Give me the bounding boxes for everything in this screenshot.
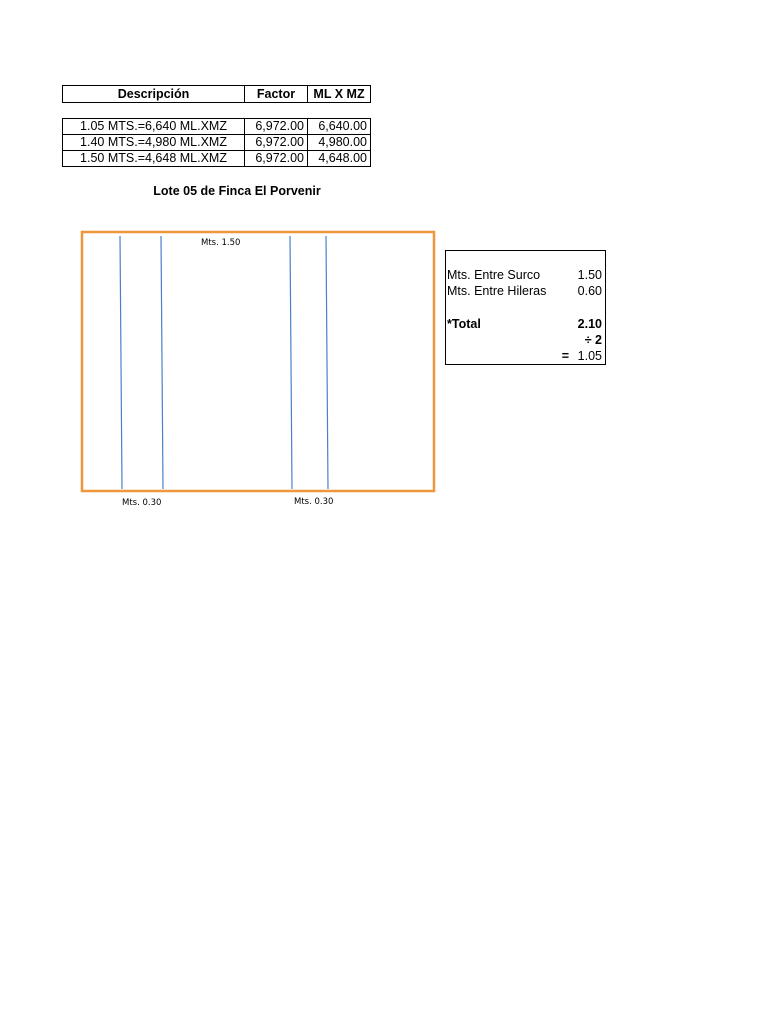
table-row [63,151,371,167]
result-value: 1.05 [577,349,602,363]
row-ml-x-mz: 6,640.00 [308,119,371,135]
price-table-header [62,85,371,103]
header-ml-x-mz: ML X MZ [308,86,371,103]
price-table [62,118,371,167]
label-row-spacing: Mts. 1.50 [201,238,241,248]
header-row [63,86,371,103]
row-factor: 6,972.00 [245,151,308,167]
planting-diagram [80,230,440,515]
row-descripcion: 1.05 MTS.=6,640 ML.XMZ [63,119,245,135]
equals-sign: = [561,349,569,363]
spacing-calc-box [445,250,606,365]
row-factor: 6,972.00 [245,119,308,135]
table-row [63,135,371,151]
calc-row-surco [446,267,605,283]
calc-row-divide [446,332,605,348]
divide-value: ÷ 2 [584,333,602,347]
row-descripcion: 1.50 MTS.=4,648 ML.XMZ [63,151,245,167]
planting-row-line [161,236,163,489]
row-ml-x-mz: 4,980.00 [308,135,371,151]
label-line-spacing-left: Mts. 0.30 [122,498,162,508]
row-descripcion: 1.40 MTS.=4,980 ML.XMZ [63,135,245,151]
lot-title: Lote 05 de Finca El Porvenir [153,184,321,198]
calc-row-hileras [446,283,605,299]
entre-surco-label: Mts. Entre Surco [447,268,541,282]
header-factor: Factor [245,86,308,103]
planting-row-line [120,236,122,489]
calc-row-result [446,348,605,364]
calc-row-total [446,316,605,332]
entre-hileras-label: Mts. Entre Hileras [447,284,547,298]
total-label: *Total [447,317,481,331]
row-factor: 6,972.00 [245,135,308,151]
entre-surco-value: 1.50 [577,268,602,282]
label-line-spacing-right: Mts. 0.30 [294,497,334,507]
row-ml-x-mz: 4,648.00 [308,151,371,167]
table-row [63,119,371,135]
total-value: 2.10 [577,317,602,331]
entre-hileras-value: 0.60 [577,284,602,298]
planting-row-line [290,236,292,489]
field-border [82,232,434,491]
header-descripcion: Descripción [63,86,245,103]
planting-row-line [326,236,328,489]
